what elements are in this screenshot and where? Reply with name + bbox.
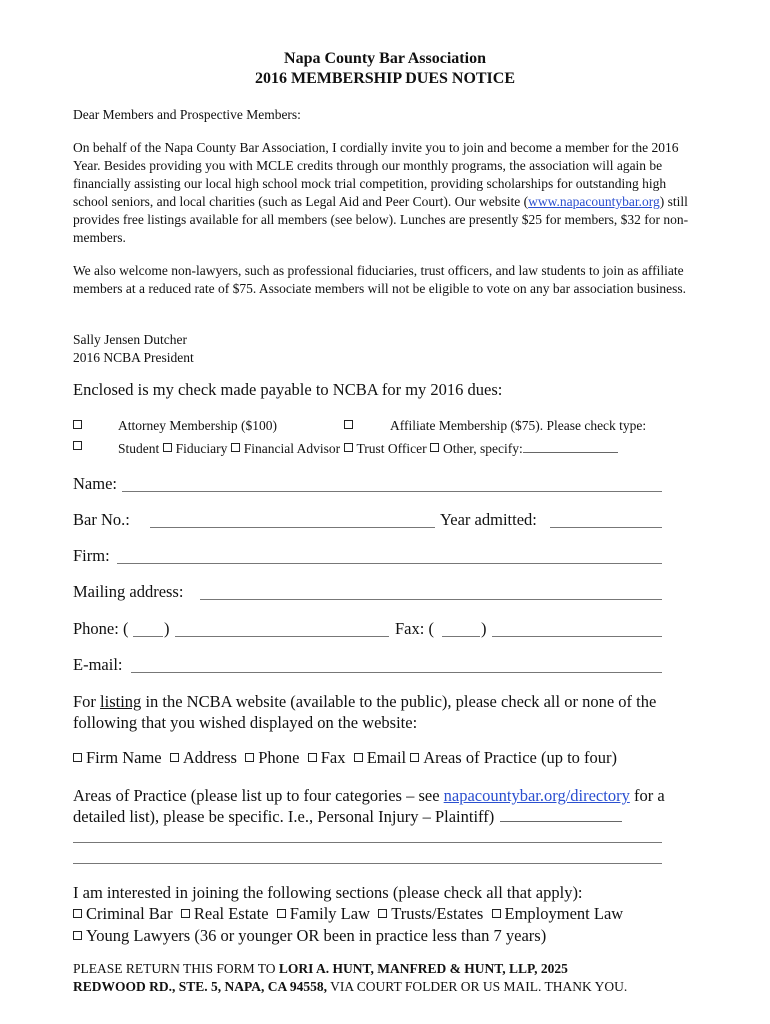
checkbox-icon[interactable] [73, 931, 82, 940]
listing-paragraph [73, 691, 703, 733]
website-link[interactable]: www.napacountybar.org [528, 194, 660, 209]
option-address: Address [182, 748, 237, 767]
areas-field[interactable] [500, 808, 622, 822]
affiliate-label: Affiliate Membership ($75). Please check type: [390, 418, 647, 433]
checkbox-icon[interactable] [245, 753, 254, 762]
sections-row-2 [73, 926, 546, 946]
dues-heading: Enclosed is my check made payable to NCBA for my 2016 dues: [73, 380, 503, 399]
salutation: Dear Members and Prospective Members: [73, 107, 301, 122]
listing-word: listing [100, 692, 142, 711]
p1-text-b: ) still provides free listings available for all members (see below). Lunches are presently $25 for members, $32 for non-members. [73, 194, 689, 245]
bar-no-label: Bar No.: [73, 510, 130, 529]
fax-label: Fax: ( [395, 619, 434, 638]
firm-field[interactable] [117, 563, 662, 564]
checkbox-icon[interactable] [73, 753, 82, 762]
option-areas: Areas of Practice (up to four) [423, 748, 618, 767]
type-fiduciary: Fiduciary [175, 441, 228, 456]
email-label: E-mail: [73, 655, 123, 674]
type-other: Other, specify: [443, 441, 523, 456]
phone-area-field[interactable] [133, 636, 163, 637]
checkbox-icon[interactable] [354, 753, 363, 762]
phone-paren: ) [164, 619, 170, 638]
option-firm-name: Firm Name [86, 748, 162, 767]
areas-text-a: Areas of Practice (please list up to four categories – see [73, 786, 444, 805]
notice-title: 2016 MEMBERSHIP DUES NOTICE [254, 70, 516, 87]
other-specify-field[interactable] [523, 439, 618, 453]
org-title: Napa County Bar Association [284, 50, 486, 67]
phone-field[interactable] [175, 636, 389, 637]
section-employment-law: Employment Law [504, 904, 624, 923]
checkbox-icon[interactable] [344, 443, 353, 452]
letter-paragraph-1 [73, 139, 698, 247]
checkbox-icon[interactable] [163, 443, 172, 452]
footer-text-a: PLEASE RETURN THIS FORM TO [73, 961, 279, 976]
type-financial-advisor: Financial Advisor [243, 441, 341, 456]
checkbox-icon [73, 420, 82, 429]
listing-options [73, 748, 617, 768]
checkbox-icon[interactable] [308, 753, 317, 762]
type-student: Student [118, 441, 160, 456]
checkbox-icon[interactable] [170, 753, 179, 762]
areas-text-b: for a detailed list), please be specific. I.e., Personal Injury – Plaintiff) [73, 786, 665, 826]
checkbox-icon[interactable] [231, 443, 240, 452]
mailing-field[interactable] [200, 599, 662, 600]
email-field[interactable] [131, 672, 662, 673]
name-field[interactable] [122, 491, 662, 492]
section-criminal-bar: Criminal Bar [86, 904, 173, 923]
fax-field[interactable] [492, 636, 662, 637]
footer-address-1: LORI A. HUNT, MANFRED & HUNT, LLP, 2025 [278, 961, 568, 976]
firm-label: Firm: [73, 546, 110, 565]
phone-label: Phone: ( [73, 619, 129, 638]
checkbox-icon[interactable] [73, 909, 82, 918]
footer-address-2: REDWOOD RD., STE. 5, NAPA, CA 94558, [73, 979, 328, 994]
type-trust-officer: Trust Officer [356, 441, 427, 456]
fax-area-field[interactable] [442, 636, 480, 637]
return-instructions [73, 960, 713, 996]
affiliate-type-row [118, 439, 618, 457]
option-phone: Phone [258, 748, 300, 767]
name-label: Name: [73, 474, 117, 493]
bar-no-field[interactable] [150, 527, 435, 528]
checkbox-icon[interactable] [378, 909, 387, 918]
p1-text-a: On behalf of the Napa County Bar Association, I cordially invite you to join and become a member for the 2016 Year. Besides providing you with MCLE credits through our monthly programs, the association will again be financially assisting our local high school mock trial competition, providing scholarships for outstanding high school seniors, and local charities (such as Legal Aid and Peer Court). Our website ( [73, 140, 679, 209]
affiliate-type-checkbox[interactable] [73, 439, 86, 455]
checkbox-icon[interactable] [410, 753, 419, 762]
section-young-lawyers: Young Lawyers (36 or younger OR been in practice less than 7 years) [86, 926, 547, 945]
footer-text-c: VIA COURT FOLDER OR US MAIL. THANK YOU. [327, 979, 628, 994]
checkbox-icon[interactable] [430, 443, 439, 452]
checkbox-icon [344, 420, 353, 429]
checkbox-icon[interactable] [181, 909, 190, 918]
areas-paragraph [73, 785, 703, 827]
checkbox-icon [73, 441, 82, 450]
year-admitted-label: Year admitted: [440, 510, 537, 529]
year-admitted-field[interactable] [550, 527, 662, 528]
listing-text-b: in the NCBA website (available to the public), please check all or none of the following that you wished displayed on the website: [73, 692, 657, 732]
option-fax: Fax [320, 748, 346, 767]
letter-paragraph-2: We also welcome non-lawyers, such as professional fiduciaries, trust officers, and law students to join as affiliate members at a reduced rate of $75. Associate members will not be eligible to vote on any bar association business. [73, 263, 686, 296]
areas-line-2[interactable] [73, 842, 662, 843]
section-real-estate: Real Estate [193, 904, 269, 923]
signer-title: 2016 NCBA President [73, 350, 194, 365]
listing-text-a: For [73, 692, 101, 711]
checkbox-icon[interactable] [277, 909, 286, 918]
areas-line-3[interactable] [73, 863, 662, 864]
sections-row-1 [73, 904, 623, 924]
section-family-law: Family Law [289, 904, 370, 923]
attorney-checkbox[interactable] [73, 418, 86, 434]
fax-paren: ) [481, 619, 487, 638]
directory-link[interactable]: napacountybar.org/directory [443, 786, 630, 805]
checkbox-icon[interactable] [492, 909, 501, 918]
signer-name: Sally Jensen Dutcher [73, 332, 187, 347]
section-trusts-estates: Trusts/Estates [391, 904, 484, 923]
option-email: Email [366, 748, 407, 767]
attorney-label: Attorney Membership ($100) [118, 418, 277, 433]
affiliate-checkbox[interactable] [344, 418, 357, 434]
sections-heading: I am interested in joining the following sections (please check all that apply): [73, 883, 583, 902]
mailing-label: Mailing address: [73, 582, 184, 601]
